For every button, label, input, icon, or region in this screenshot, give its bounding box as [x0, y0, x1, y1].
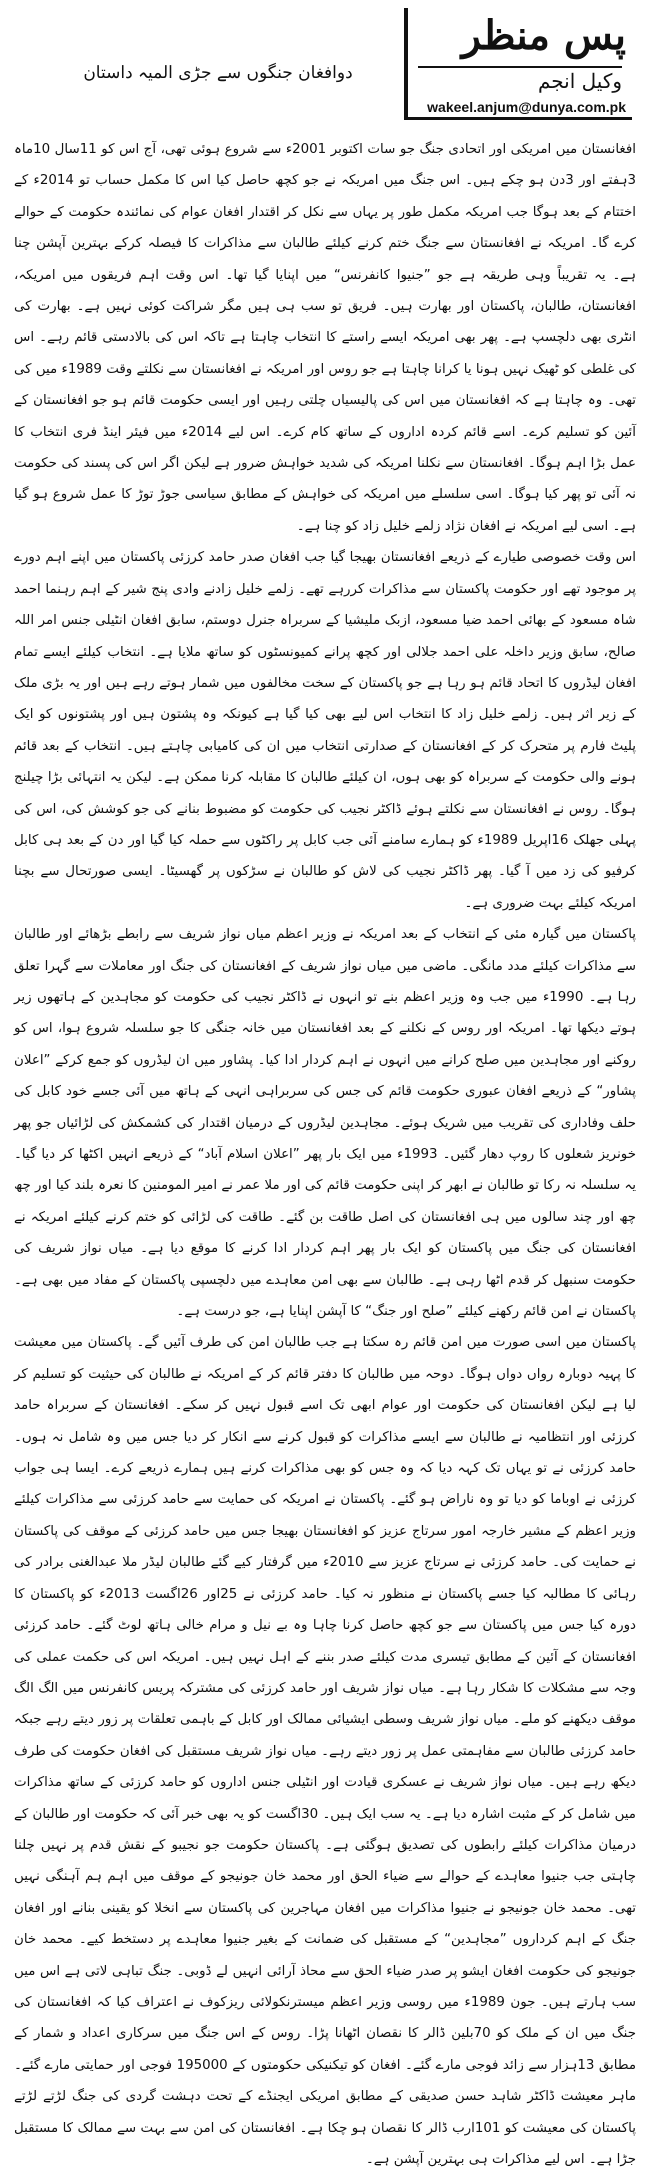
article-body: [14, 134, 636, 2167]
article-paragraph: پاکستان میں اسی صورت میں امن قائم رہ سکتا ہے جب طالبان امن کی طرف آئیں گے۔ پاکستان میں معیشت کا پہیہ دوبارہ رواں دواں ہوگا۔ دوحہ میں طالبان کا دفتر قائم کر کے امریکہ نے طالبان کی حیثیت کو تسلیم کر لیا ہے لیکن افغانستان کی حکومت اور عوام ابھی تک اسے قبول نہیں کر سکے۔ افغانستان کے سربراہ حامد کرزئی اور انتظامیہ نے طالبان سے ایسے مذاکرات کو قبول کرنے سے انکار کر دیا جس میں وہ شامل نہ ہوں۔ حامد کرزئی نے تو یہاں تک کہہ دیا کہ وہ جس کو بھی مذاکرات کرنے ہیں ہمارے ذریعے کرے۔ ایسا ہی جواب کرزئی نے اوباما کو دیا تو وہ ناراض ہو گئے۔ پاکستان نے امریکہ کی حمایت سے حامد کرزئی سے مذاکرات کیلئے وزیر اعظم کے مشیر خارجہ امور سرتاج عزیز کو افغانستان بھیجا جس میں حامد کرزئی کے موقف کی پاکستان نے حمایت کی۔ حامد کرزئی نے سرتاج عزیز سے 2010ء میں گرفتار کیے گئے طالبان لیڈر ملا عبدالغنی برادر کی رہائی کا مطالبہ کیا جسے پاکستان نے منظور نہ کیا۔ حامد کرزئی نے 25اور 26اگست 2013ء کو پاکستان کا دورہ کیا جس میں پاکستان سے جو کچھ حاصل کرنا چاہا وہ بے نیل و مرام خالی ہاتھ لوٹ گئے۔ حامد کرزئی افغانستان کے آئین کے مطابق تیسری مدت کیلئے صدر بننے کے اہل نہیں ہیں۔ امریکہ اس کی حکمت عملی کی وجہ سے مشکلات کا شکار رہا ہے۔ میاں نواز شریف اور حامد کرزئی کی مشترکہ پریس کانفرنس میں الگ الگ موقف دیکھنے کو ملے۔ میاں نواز شریف وسطی ایشیائی ممالک اور کابل کے باہمی تعلقات پر زور دیتے رہے جبکہ حامد کرزئی طالبان سے مفاہمتی عمل پر زور دیتے رہے۔ میاں نواز شریف مستقبل کی افغان حکومت کی طرف دیکھ رہے ہیں۔ میاں نواز شریف نے عسکری قیادت اور انٹیلی جنس اداروں کو حامد کرزئی کے ساتھ مذاکرات میں شامل کر کے مثبت اشارہ دیا ہے۔ یہ سب ایک ہیں۔ 30اگست کو یہ بھی خبر آئی کہ حکومت اور طالبان کے درمیان مذاکرات کیلئے رابطوں کی تصدیق ہوگئی ہے۔ پاکستان حکومت جو نجیبو کے نقش قدم پر نہیں چلنا چاہتی جب جنیوا معاہدے کے حوالے سے ضیاء الحق اور محمد خان جونیجو کے موقف میں اہم ہم آہنگی نہیں تھی۔ محمد خان جونیجو نے جنیوا مذاکرات میں افغان مہاجرین کی پاکستان سے انخلا کو یقینی بنانے اور افغان جنگ کے اہم کرداروں ”مجاہدین“ کے مستقبل کی ضمانت کے بغیر جنیوا معاہدے پر دستخط کیے۔ محمد خان جونیجو کی حکومت افغان ایشو پر صدر ضیاء الحق سے محاذ آرائی انہیں لے ڈوبی۔ جنگ تباہی لاتی ہے اس میں سب ہارتے ہیں۔ جون 1989ء میں روسی وزیر اعظم میسترنکولائی ریزکوف نے اعتراف کیا کہ افغانستان کی جنگ میں ان کے ملک کو 70بلین ڈالر کا نقصان اٹھانا پڑا۔ روس کے اس جنگ میں سرکاری اعداد و شمار کے مطابق 13ہزار سے زائد فوجی مارے گئے۔ افغان کو تیکنیکی حکومتوں کے 195000 فوجی اور حمایتی مارے گئے۔ ماہر معیشت ڈاکٹر شاہد حسن صدیقی کے مطابق امریکی ایجنڈے کے تحت دہشت گردی کی جنگ لڑتے لڑتے پاکستان کی معیشت کو 101ارب ڈالر کا نقصان ہو چکا ہے۔ افغانستان کی امن سے بہت سے ممالک کا مستقبل جڑا ہے۔ اس لیے مذاکرات ہی بہترین آپشن ہے۔: [14, 1335, 636, 2167]
article-paragraph: اس وقت خصوصی طیارے کے ذریعے افغانستان بھیجا گیا جب افغان صدر حامد کرزئی پاکستان میں اپنے اہم دورے پر موجود تھے اور حکومت پاکستان سے مذاکرات کررہے تھے۔ زلمے خلیل زادنے وادی پنج شیر کے اہم رہنما احمد شاہ مسعود کے بھائی احمد ضیا مسعود، ازبک ملیشیا کے سربراہ جنرل دوستم، سابق افغان انٹیلی جنس امر اللہ صالح، سابق وزیر داخلہ علی احمد جلالی اور کچھ پرانے کمیونسٹوں کو ساتھ ملایا ہے۔ انتخاب کیلئے ایسے تمام افغان لیڈروں کا اتحاد قائم ہو رہا ہے جو پاکستان کے سخت مخالفوں میں شمار ہوتے رہے ہیں اور یہ بڑی ملک کے زیر اثر ہیں۔ زلمے خلیل زاد کا انتخاب اس لیے بھی کیا گیا ہے کیونکہ وہ پشتون ہیں اور پشتونوں کو ایک پلیٹ فارم پر متحرک کر کے افغانستان کے صدارتی انتخاب میں ان کی کامیابی چاہتے ہیں۔ انتخاب کے بعد قائم ہونے والی حکومت کے سربراہ کو بھی ہوں، ان کیلئے طالبان کا مقابلہ کرنا ممکن ہے۔ لیکن یہ انتہائی بڑا چیلنج ہوگا۔ روس نے افغانستان سے نکلتے ہوئے ڈاکٹر نجیب کی حکومت کو مضبوط بنانے کی جو کوشش کی، اس کی پہلی جھلک 16اپریل 1989ء کو ہمارے سامنے آئی جب کابل پر راکٹوں سے حملہ کیا گیا اور دن کے بعد ہی کابل کرفیو کی زد میں آ گیا۔ پھر ڈاکٹر نجیب کی لاش کو طالبان نے سڑکوں پر گھسیٹا۔ ایسی صورتحال سے بچنا امریکہ کیلئے بہت ضروری ہے۔: [14, 550, 636, 911]
article-title: دوافغان جنگوں سے جڑی المیہ داستان: [83, 63, 353, 83]
column-header: [0, 0, 650, 130]
author-email: wakeel.anjum@dunya.com.pk: [427, 99, 626, 115]
column-brand-block: [404, 8, 632, 120]
article-paragraph: افغانستان میں امریکی اور اتحادی جنگ جو سات اکتوبر 2001ء سے شروع ہوئی تھی، آج اس کو 11سال 10ماہ 3ہفتے اور 3دن ہو چکے ہیں۔ اس جنگ میں امریکہ نے جو کچھ حاصل کیا اس کا مکمل حساب تو 2014ء کے اختتام کے بعد ہوگا جب امریکہ مکمل طور پر یہاں سے نکل کر اقتدار افغان عوام کی نمائندہ حکومت کے حوالے کرے گا۔ امریکہ نے افغانستان سے جنگ ختم کرنے کیلئے طالبان سے مذاکرات کا فیصلہ کرکے بہترین آپشن چنا ہے۔ یہ تقریباً وہی طریقہ ہے جو ”جنیوا کانفرنس“ میں اپنایا گیا تھا۔ اس وقت اہم فریقوں میں امریکہ، افغانستان، طالبان، پاکستان اور بھارت ہیں۔ فریق تو سب ہی ہیں مگر شراکت کوئی نہیں ہے۔ بھارت کی انٹری بھی دلچسپ ہے۔ پھر بھی امریکہ ایسے راستے کا انتخاب چاہتا ہے تاکہ اس کی بالادستی قائم رہے۔ اس کی غلطی کو ٹھیک نہیں ہونا یا کرانا چاہتا ہے جو روس اور امریکہ نے افغانستان سے نکلتے وقت 1989ء میں کی تھی۔ وہ چاہتا ہے کہ افغانستان میں اس کی پالیسیاں چلتی رہیں اور ایسی حکومت قائم ہو جو افغانستان کے آئین کو تسلیم کرے۔ اسے قائم کردہ اداروں کے ساتھ کام کرے۔ اس لیے 2014ء میں فیئر اینڈ فری انتخاب کا عمل بڑا اہم ہوگا۔ افغانستان سے نکلنا امریکہ کی شدید خواہش ضرور ہے لیکن اگر اس کی پسند کی حکومت نہ آئی تو پھر کیا ہوگا۔ اسی سلسلے میں امریکہ کی خواہش کے مطابق سیاسی جوڑ توڑ کا عمل شروع ہو گیا ہے۔ اسی لیے امریکہ نے افغان نژاد زلمے خلیل زاد کو چنا ہے۔: [14, 142, 636, 534]
column-name: پس منظر: [461, 12, 626, 59]
article-paragraph: پاکستان میں گیارہ مئی کے انتخاب کے بعد امریکہ نے وزیر اعظم میاں نواز شریف سے رابطے بڑھائے اور طالبان سے مذاکرات کیلئے مدد مانگی۔ ماضی میں میاں نواز شریف کے افغانستان کی جنگ اور معاملات سے گہرا تعلق رہا ہے۔ 1990ء میں جب وہ وزیر اعظم بنے تو انہوں نے ڈاکٹر نجیب کی حکومت کو مجاہدین کے ہاتھوں زیر ہوتے دیکھا تھا۔ امریکہ اور روس کے نکلنے کے بعد افغانستان میں خانہ جنگی کا جو سلسلہ شروع ہوا، اس کو روکنے اور مجاہدین میں صلح کرانے میں انہوں نے اہم کردار ادا کیا۔ پشاور میں ان لیڈروں کو جمع کرکے ”اعلان پشاور“ کے ذریعے افغان عبوری حکومت قائم کی جس کی سربراہی انہی کے ہاتھ میں آئی جسے خود کابل کی حلف وفاداری کی تقریب میں شریک ہوئے۔ مجاہدین لیڈروں کے درمیان اقتدار کی کشمکش کی لڑائیاں جو پھر خونریز شعلوں کا روپ دھار گئیں۔ 1993ء میں ایک بار پھر ”اعلان اسلام آباد“ کے ذریعے انہیں اکٹھا کر دیا گیا۔ یہ سلسلہ نہ رکا تو طالبان نے ابھر کر اپنی حکومت قائم کی اور ملا عمر نے امیر المومنین کا نعرہ بلند کیا اور چھ چھ اور چند سالوں میں ہی افغانستان کی اصل طاقت بن گئے۔ طاقت کی لڑائی کو ختم کرنے کیلئے امریکہ نے افغانستان کی جنگ میں پاکستان کو ایک بار پھر اہم کردار ادا کرنے کا موقع دیا ہے۔ میاں نواز شریف کی حکومت سنبھل کر قدم اٹھا رہی ہے۔ طالبان سے بھی امن معاہدے میں دلچسپی پاکستان کے مفاد میں بھی ہے۔ پاکستان نے امن قائم رکھنے کیلئے ”صلح اور جنگ“ کا آپشن اپنایا ہے، جو درست ہے۔: [14, 927, 636, 1320]
author-name: وکیل انجم: [537, 69, 622, 93]
